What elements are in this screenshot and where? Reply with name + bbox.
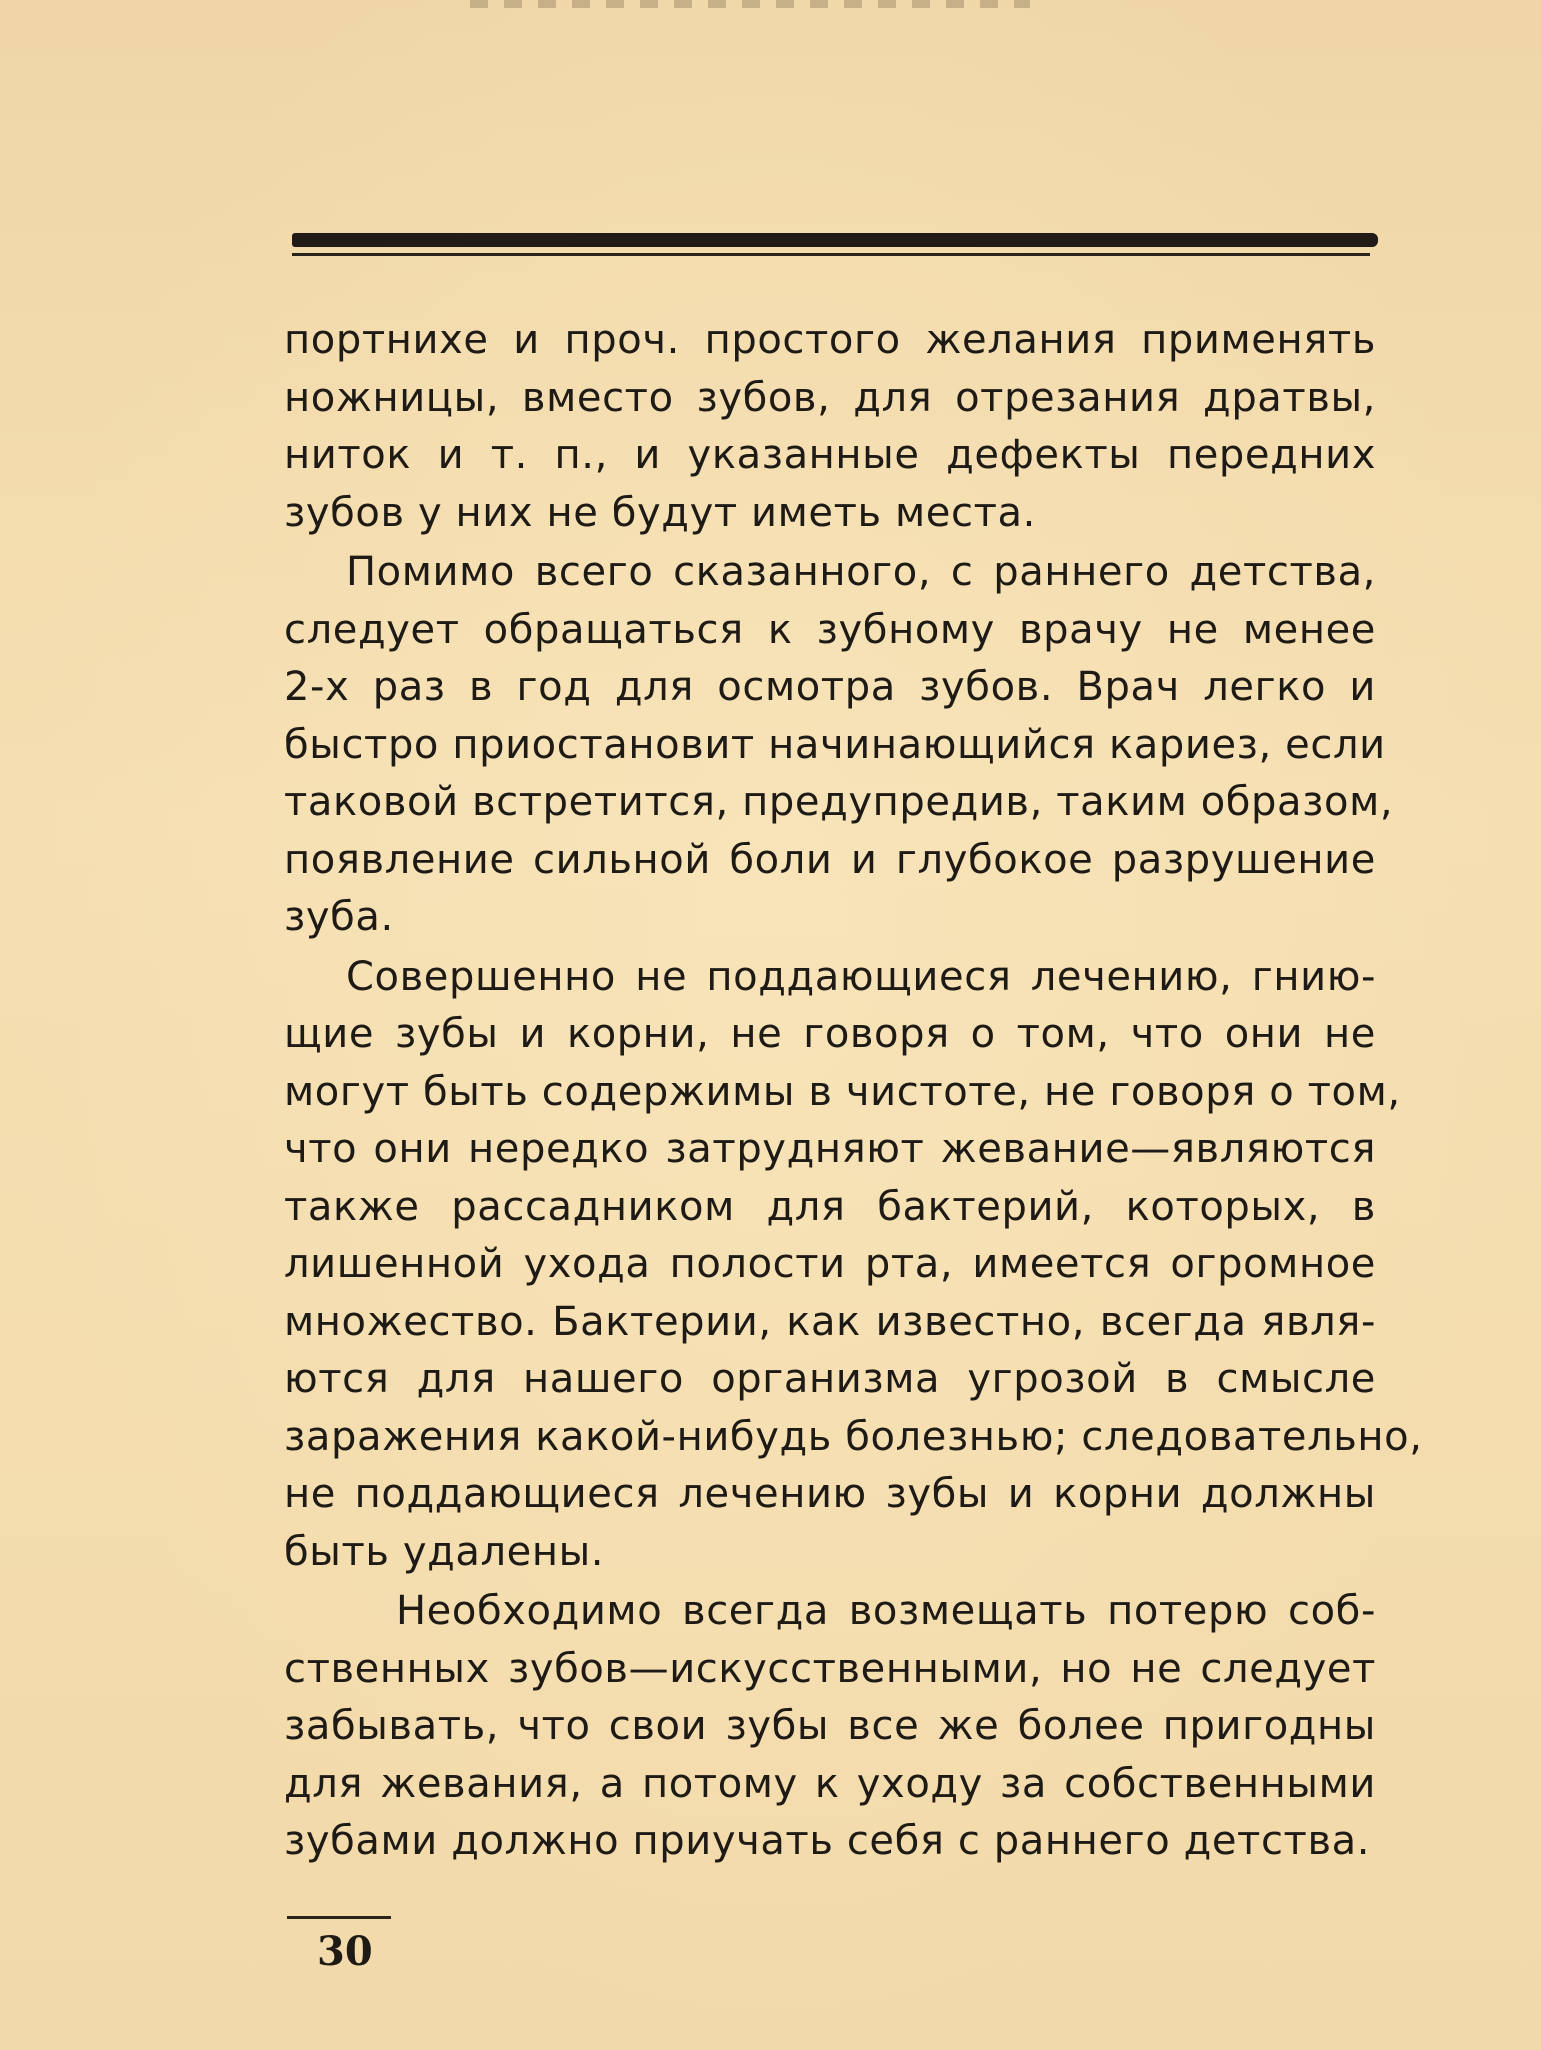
text-line: могут быть содержимы в чистоте, не говоря о том,	[284, 1068, 1401, 1115]
header-rule	[292, 233, 1378, 259]
text-line: зубами должно приучать себя с раннего детства.	[284, 1818, 1371, 1864]
cropped-header-fragment	[470, 0, 1030, 8]
text-line: быстро приостановит начинающийся кариез, если	[284, 721, 1386, 768]
text-line: щие зубы и корни, не говоря о том, что они не	[284, 1011, 1376, 1057]
text-line: лишенной ухода полости рта, имеется огромное	[284, 1241, 1376, 1287]
text-line: зуба.	[284, 894, 394, 940]
text-line: следует обращаться к зубному врачу не менее	[284, 606, 1376, 653]
header-rule-thin	[292, 253, 1370, 256]
text-line: Необходимо всегда возмещать потерю соб-	[396, 1588, 1376, 1634]
text-line: что они нередко затрудняют жевание—являются	[284, 1126, 1376, 1172]
text-line: быть удалены.	[284, 1528, 605, 1575]
text-line: зубов у них не будут иметь места.	[284, 489, 1036, 536]
text-line: появление сильной боли и глубокое разрушение	[284, 836, 1376, 883]
text-line: также рассадником для бактерий, которых, в	[284, 1183, 1376, 1230]
page-number: 30	[317, 1928, 373, 1975]
text-line: ниток и т. п., и указанные дефекты передних	[284, 432, 1376, 478]
text-line: Помимо всего сказанного, с раннего детства,	[346, 549, 1376, 595]
text-line: не поддающиеся лечению зубы и корни должны	[284, 1471, 1376, 1517]
text-line: забывать, что свои зубы все же более пригодны	[284, 1703, 1376, 1749]
text-line: ются для нашего организма угрозой в смысле	[284, 1356, 1376, 1402]
text-line: для жевания, а потому к уходу за собственными	[284, 1760, 1376, 1807]
paragraph-4	[284, 1583, 1376, 1871]
text-line: таковой встретится, предупредив, таким образом,	[284, 779, 1394, 825]
body-text	[284, 312, 1423, 1871]
text-line: 2-х раз в год для осмотра зубов. Врач легко и	[284, 664, 1376, 710]
text-line: заражения какой-нибудь болезнью; следовательно,	[284, 1413, 1423, 1460]
text-line: Совершенно не поддающиеся лечению, гнию-	[346, 953, 1376, 1000]
text-line: множество. Бактерии, как известно, всегда явля-	[284, 1298, 1376, 1345]
paragraph-1	[284, 312, 1376, 542]
paragraph-2	[284, 544, 1394, 947]
text-line: ножницы, вместо зубов, для отрезания дратвы,	[284, 374, 1376, 421]
page-footer	[287, 1916, 397, 1986]
text-line: портнихе и проч. простого желания применять	[284, 317, 1376, 363]
footer-rule	[287, 1916, 391, 1919]
paragraph-3	[284, 949, 1423, 1582]
text-line: ственных зубов—искусственными, но не следует	[284, 1645, 1376, 1692]
header-rule-thick	[292, 233, 1378, 247]
